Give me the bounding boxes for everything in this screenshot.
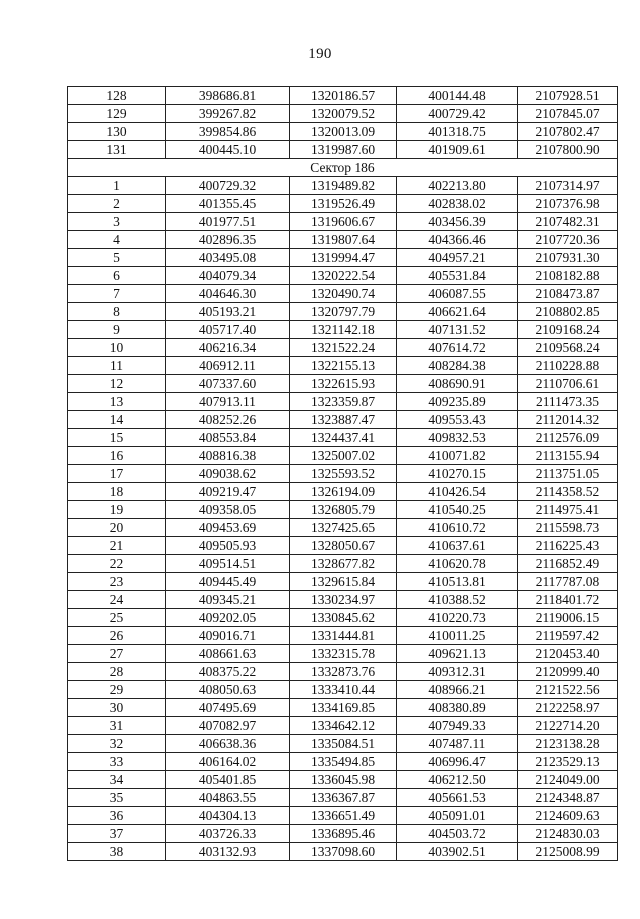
y1-cell: 1326805.79	[290, 501, 397, 519]
table-row	[68, 393, 618, 411]
x2-cell: 405091.01	[397, 807, 518, 825]
x1-cell: 408252.26	[166, 411, 290, 429]
point-number-cell: 10	[68, 339, 166, 357]
point-number-cell: 13	[68, 393, 166, 411]
x2-cell: 409553.43	[397, 411, 518, 429]
point-number-cell: 28	[68, 663, 166, 681]
y2-cell: 2123529.13	[518, 753, 618, 771]
x2-cell: 409621.13	[397, 645, 518, 663]
table-row	[68, 807, 618, 825]
y1-cell: 1319606.67	[290, 213, 397, 231]
point-number-cell: 6	[68, 267, 166, 285]
y1-cell: 1319987.60	[290, 141, 397, 159]
x2-cell: 410610.72	[397, 519, 518, 537]
table-row	[68, 249, 618, 267]
y1-cell: 1325007.02	[290, 447, 397, 465]
x1-cell: 408661.63	[166, 645, 290, 663]
x2-cell: 408966.21	[397, 681, 518, 699]
coordinates-table	[67, 86, 618, 861]
x2-cell: 406996.47	[397, 753, 518, 771]
x2-cell: 410071.82	[397, 447, 518, 465]
x1-cell: 408553.84	[166, 429, 290, 447]
y2-cell: 2110706.61	[518, 375, 618, 393]
point-number-cell: 25	[68, 609, 166, 627]
y1-cell: 1329615.84	[290, 573, 397, 591]
x1-cell: 409514.51	[166, 555, 290, 573]
point-number-cell: 38	[68, 843, 166, 861]
x2-cell: 410426.54	[397, 483, 518, 501]
y1-cell: 1319489.82	[290, 177, 397, 195]
x1-cell: 401355.45	[166, 195, 290, 213]
x1-cell: 398686.81	[166, 87, 290, 105]
point-number-cell: 3	[68, 213, 166, 231]
table-row	[68, 141, 618, 159]
x1-cell: 408375.22	[166, 663, 290, 681]
y1-cell: 1324437.41	[290, 429, 397, 447]
sector-header-row	[68, 159, 618, 177]
y2-cell: 2120453.40	[518, 645, 618, 663]
x2-cell: 410637.61	[397, 537, 518, 555]
x1-cell: 409453.69	[166, 519, 290, 537]
x1-cell: 400729.32	[166, 177, 290, 195]
x1-cell: 404079.34	[166, 267, 290, 285]
table-row	[68, 285, 618, 303]
y2-cell: 2124348.87	[518, 789, 618, 807]
x2-cell: 404503.72	[397, 825, 518, 843]
y1-cell: 1328677.82	[290, 555, 397, 573]
x1-cell: 409505.93	[166, 537, 290, 555]
x1-cell: 407082.97	[166, 717, 290, 735]
x2-cell: 408284.38	[397, 357, 518, 375]
x2-cell: 400729.42	[397, 105, 518, 123]
x1-cell: 409038.62	[166, 465, 290, 483]
x1-cell: 406912.11	[166, 357, 290, 375]
point-number-cell: 17	[68, 465, 166, 483]
table-row	[68, 303, 618, 321]
y2-cell: 2107928.51	[518, 87, 618, 105]
y1-cell: 1326194.09	[290, 483, 397, 501]
x2-cell: 404366.46	[397, 231, 518, 249]
table-row	[68, 627, 618, 645]
y1-cell: 1319526.49	[290, 195, 397, 213]
point-number-cell: 14	[68, 411, 166, 429]
x2-cell: 400144.48	[397, 87, 518, 105]
point-number-cell: 11	[68, 357, 166, 375]
y1-cell: 1332873.76	[290, 663, 397, 681]
x1-cell: 404304.13	[166, 807, 290, 825]
x2-cell: 409235.89	[397, 393, 518, 411]
y2-cell: 2107802.47	[518, 123, 618, 141]
table-row	[68, 609, 618, 627]
y1-cell: 1334169.85	[290, 699, 397, 717]
x1-cell: 408816.38	[166, 447, 290, 465]
y2-cell: 2121522.56	[518, 681, 618, 699]
x2-cell: 407131.52	[397, 321, 518, 339]
y2-cell: 2107314.97	[518, 177, 618, 195]
point-number-cell: 18	[68, 483, 166, 501]
point-number-cell: 19	[68, 501, 166, 519]
table-row	[68, 123, 618, 141]
y1-cell: 1333410.44	[290, 681, 397, 699]
x1-cell: 404646.30	[166, 285, 290, 303]
x2-cell: 410220.73	[397, 609, 518, 627]
x2-cell: 408380.89	[397, 699, 518, 717]
table-row	[68, 753, 618, 771]
point-number-cell: 30	[68, 699, 166, 717]
y2-cell: 2113751.05	[518, 465, 618, 483]
point-number-cell: 23	[68, 573, 166, 591]
x1-cell: 403726.33	[166, 825, 290, 843]
y2-cell: 2116225.43	[518, 537, 618, 555]
x1-cell: 407495.69	[166, 699, 290, 717]
y1-cell: 1330234.97	[290, 591, 397, 609]
y2-cell: 2107720.36	[518, 231, 618, 249]
y2-cell: 2122258.97	[518, 699, 618, 717]
point-number-cell: 29	[68, 681, 166, 699]
point-number-cell: 131	[68, 141, 166, 159]
table-row	[68, 195, 618, 213]
x1-cell: 403132.93	[166, 843, 290, 861]
point-number-cell: 7	[68, 285, 166, 303]
y2-cell: 2108473.87	[518, 285, 618, 303]
x1-cell: 407337.60	[166, 375, 290, 393]
point-number-cell: 1	[68, 177, 166, 195]
y2-cell: 2116852.49	[518, 555, 618, 573]
point-number-cell: 12	[68, 375, 166, 393]
table-row	[68, 645, 618, 663]
table-row	[68, 177, 618, 195]
point-number-cell: 9	[68, 321, 166, 339]
x2-cell: 405661.53	[397, 789, 518, 807]
x1-cell: 403495.08	[166, 249, 290, 267]
y1-cell: 1335494.85	[290, 753, 397, 771]
table-row	[68, 843, 618, 861]
table-row	[68, 375, 618, 393]
y2-cell: 2107800.90	[518, 141, 618, 159]
x2-cell: 410388.52	[397, 591, 518, 609]
y2-cell: 2107845.07	[518, 105, 618, 123]
point-number-cell: 22	[68, 555, 166, 573]
table-row	[68, 447, 618, 465]
x2-cell: 407614.72	[397, 339, 518, 357]
y1-cell: 1332315.78	[290, 645, 397, 663]
x1-cell: 399267.82	[166, 105, 290, 123]
y2-cell: 2112014.32	[518, 411, 618, 429]
point-number-cell: 4	[68, 231, 166, 249]
x1-cell: 409358.05	[166, 501, 290, 519]
table-row	[68, 537, 618, 555]
y2-cell: 2108182.88	[518, 267, 618, 285]
x1-cell: 406638.36	[166, 735, 290, 753]
y2-cell: 2111473.35	[518, 393, 618, 411]
y2-cell: 2114975.41	[518, 501, 618, 519]
y1-cell: 1321522.24	[290, 339, 397, 357]
point-number-cell: 21	[68, 537, 166, 555]
table-row	[68, 429, 618, 447]
y2-cell: 2120999.40	[518, 663, 618, 681]
table-row	[68, 501, 618, 519]
x2-cell: 410513.81	[397, 573, 518, 591]
point-number-cell: 20	[68, 519, 166, 537]
table-row	[68, 213, 618, 231]
x1-cell: 401977.51	[166, 213, 290, 231]
x2-cell: 402213.80	[397, 177, 518, 195]
y2-cell: 2108802.85	[518, 303, 618, 321]
x1-cell: 409345.21	[166, 591, 290, 609]
x2-cell: 409312.31	[397, 663, 518, 681]
y1-cell: 1336045.98	[290, 771, 397, 789]
y1-cell: 1322155.13	[290, 357, 397, 375]
x2-cell: 408690.91	[397, 375, 518, 393]
table-row	[68, 825, 618, 843]
y1-cell: 1335084.51	[290, 735, 397, 753]
table-row	[68, 555, 618, 573]
point-number-cell: 15	[68, 429, 166, 447]
x2-cell: 410270.15	[397, 465, 518, 483]
y1-cell: 1320222.54	[290, 267, 397, 285]
y1-cell: 1325593.52	[290, 465, 397, 483]
coordinates-table-body	[68, 87, 618, 861]
y1-cell: 1319994.47	[290, 249, 397, 267]
y2-cell: 2124609.63	[518, 807, 618, 825]
y2-cell: 2107482.31	[518, 213, 618, 231]
table-row	[68, 357, 618, 375]
y1-cell: 1320013.09	[290, 123, 397, 141]
point-number-cell: 27	[68, 645, 166, 663]
x2-cell: 410620.78	[397, 555, 518, 573]
y1-cell: 1336651.49	[290, 807, 397, 825]
y2-cell: 2109568.24	[518, 339, 618, 357]
y1-cell: 1331444.81	[290, 627, 397, 645]
table-row	[68, 519, 618, 537]
x2-cell: 404957.21	[397, 249, 518, 267]
y2-cell: 2123138.28	[518, 735, 618, 753]
y1-cell: 1319807.64	[290, 231, 397, 249]
x1-cell: 406164.02	[166, 753, 290, 771]
x2-cell: 409832.53	[397, 429, 518, 447]
y2-cell: 2107931.30	[518, 249, 618, 267]
table-row	[68, 789, 618, 807]
x2-cell: 401909.61	[397, 141, 518, 159]
table-row	[68, 267, 618, 285]
point-number-cell: 130	[68, 123, 166, 141]
x1-cell: 405717.40	[166, 321, 290, 339]
y2-cell: 2119006.15	[518, 609, 618, 627]
y2-cell: 2117787.08	[518, 573, 618, 591]
x1-cell: 409016.71	[166, 627, 290, 645]
y1-cell: 1320797.79	[290, 303, 397, 321]
table-row	[68, 105, 618, 123]
x1-cell: 405193.21	[166, 303, 290, 321]
page-number: 190	[308, 46, 332, 62]
x2-cell: 406621.64	[397, 303, 518, 321]
x2-cell: 405531.84	[397, 267, 518, 285]
y1-cell: 1330845.62	[290, 609, 397, 627]
x1-cell: 408050.63	[166, 681, 290, 699]
y2-cell: 2125008.99	[518, 843, 618, 861]
y2-cell: 2122714.20	[518, 717, 618, 735]
x1-cell: 409219.47	[166, 483, 290, 501]
point-number-cell: 8	[68, 303, 166, 321]
x2-cell: 403902.51	[397, 843, 518, 861]
x1-cell: 404863.55	[166, 789, 290, 807]
y2-cell: 2119597.42	[518, 627, 618, 645]
sector-label: Сектор 186	[68, 159, 618, 177]
y1-cell: 1336367.87	[290, 789, 397, 807]
table-row	[68, 339, 618, 357]
x1-cell: 400445.10	[166, 141, 290, 159]
y2-cell: 2124049.00	[518, 771, 618, 789]
y2-cell: 2110228.88	[518, 357, 618, 375]
x1-cell: 409202.05	[166, 609, 290, 627]
x2-cell: 402838.02	[397, 195, 518, 213]
table-row	[68, 735, 618, 753]
table-row	[68, 771, 618, 789]
y1-cell: 1323887.47	[290, 411, 397, 429]
y1-cell: 1320186.57	[290, 87, 397, 105]
y1-cell: 1321142.18	[290, 321, 397, 339]
table-row	[68, 321, 618, 339]
y2-cell: 2107376.98	[518, 195, 618, 213]
y1-cell: 1334642.12	[290, 717, 397, 735]
x1-cell: 405401.85	[166, 771, 290, 789]
table-row	[68, 681, 618, 699]
y1-cell: 1320079.52	[290, 105, 397, 123]
x1-cell: 409445.49	[166, 573, 290, 591]
point-number-cell: 32	[68, 735, 166, 753]
point-number-cell: 129	[68, 105, 166, 123]
x1-cell: 406216.34	[166, 339, 290, 357]
point-number-cell: 2	[68, 195, 166, 213]
y1-cell: 1328050.67	[290, 537, 397, 555]
table-row	[68, 411, 618, 429]
x1-cell: 402896.35	[166, 231, 290, 249]
x2-cell: 407487.11	[397, 735, 518, 753]
y2-cell: 2115598.73	[518, 519, 618, 537]
y1-cell: 1320490.74	[290, 285, 397, 303]
y2-cell: 2118401.72	[518, 591, 618, 609]
y2-cell: 2112576.09	[518, 429, 618, 447]
point-number-cell: 26	[68, 627, 166, 645]
point-number-cell: 34	[68, 771, 166, 789]
table-row	[68, 573, 618, 591]
y2-cell: 2109168.24	[518, 321, 618, 339]
x2-cell: 403456.39	[397, 213, 518, 231]
x2-cell: 407949.33	[397, 717, 518, 735]
x2-cell: 410540.25	[397, 501, 518, 519]
point-number-cell: 16	[68, 447, 166, 465]
point-number-cell: 24	[68, 591, 166, 609]
table-row	[68, 591, 618, 609]
y1-cell: 1322615.93	[290, 375, 397, 393]
table-row	[68, 663, 618, 681]
x2-cell: 401318.75	[397, 123, 518, 141]
point-number-cell: 36	[68, 807, 166, 825]
x1-cell: 407913.11	[166, 393, 290, 411]
point-number-cell: 37	[68, 825, 166, 843]
point-number-cell: 33	[68, 753, 166, 771]
x1-cell: 399854.86	[166, 123, 290, 141]
x2-cell: 406087.55	[397, 285, 518, 303]
y2-cell: 2124830.03	[518, 825, 618, 843]
point-number-cell: 31	[68, 717, 166, 735]
point-number-cell: 5	[68, 249, 166, 267]
table-row	[68, 231, 618, 249]
y1-cell: 1336895.46	[290, 825, 397, 843]
x2-cell: 406212.50	[397, 771, 518, 789]
y1-cell: 1323359.87	[290, 393, 397, 411]
y2-cell: 2113155.94	[518, 447, 618, 465]
table-row	[68, 465, 618, 483]
y2-cell: 2114358.52	[518, 483, 618, 501]
table-row	[68, 483, 618, 501]
point-number-cell: 35	[68, 789, 166, 807]
table-row	[68, 717, 618, 735]
table-row	[68, 699, 618, 717]
y1-cell: 1327425.65	[290, 519, 397, 537]
y1-cell: 1337098.60	[290, 843, 397, 861]
table-row	[68, 87, 618, 105]
point-number-cell: 128	[68, 87, 166, 105]
x2-cell: 410011.25	[397, 627, 518, 645]
